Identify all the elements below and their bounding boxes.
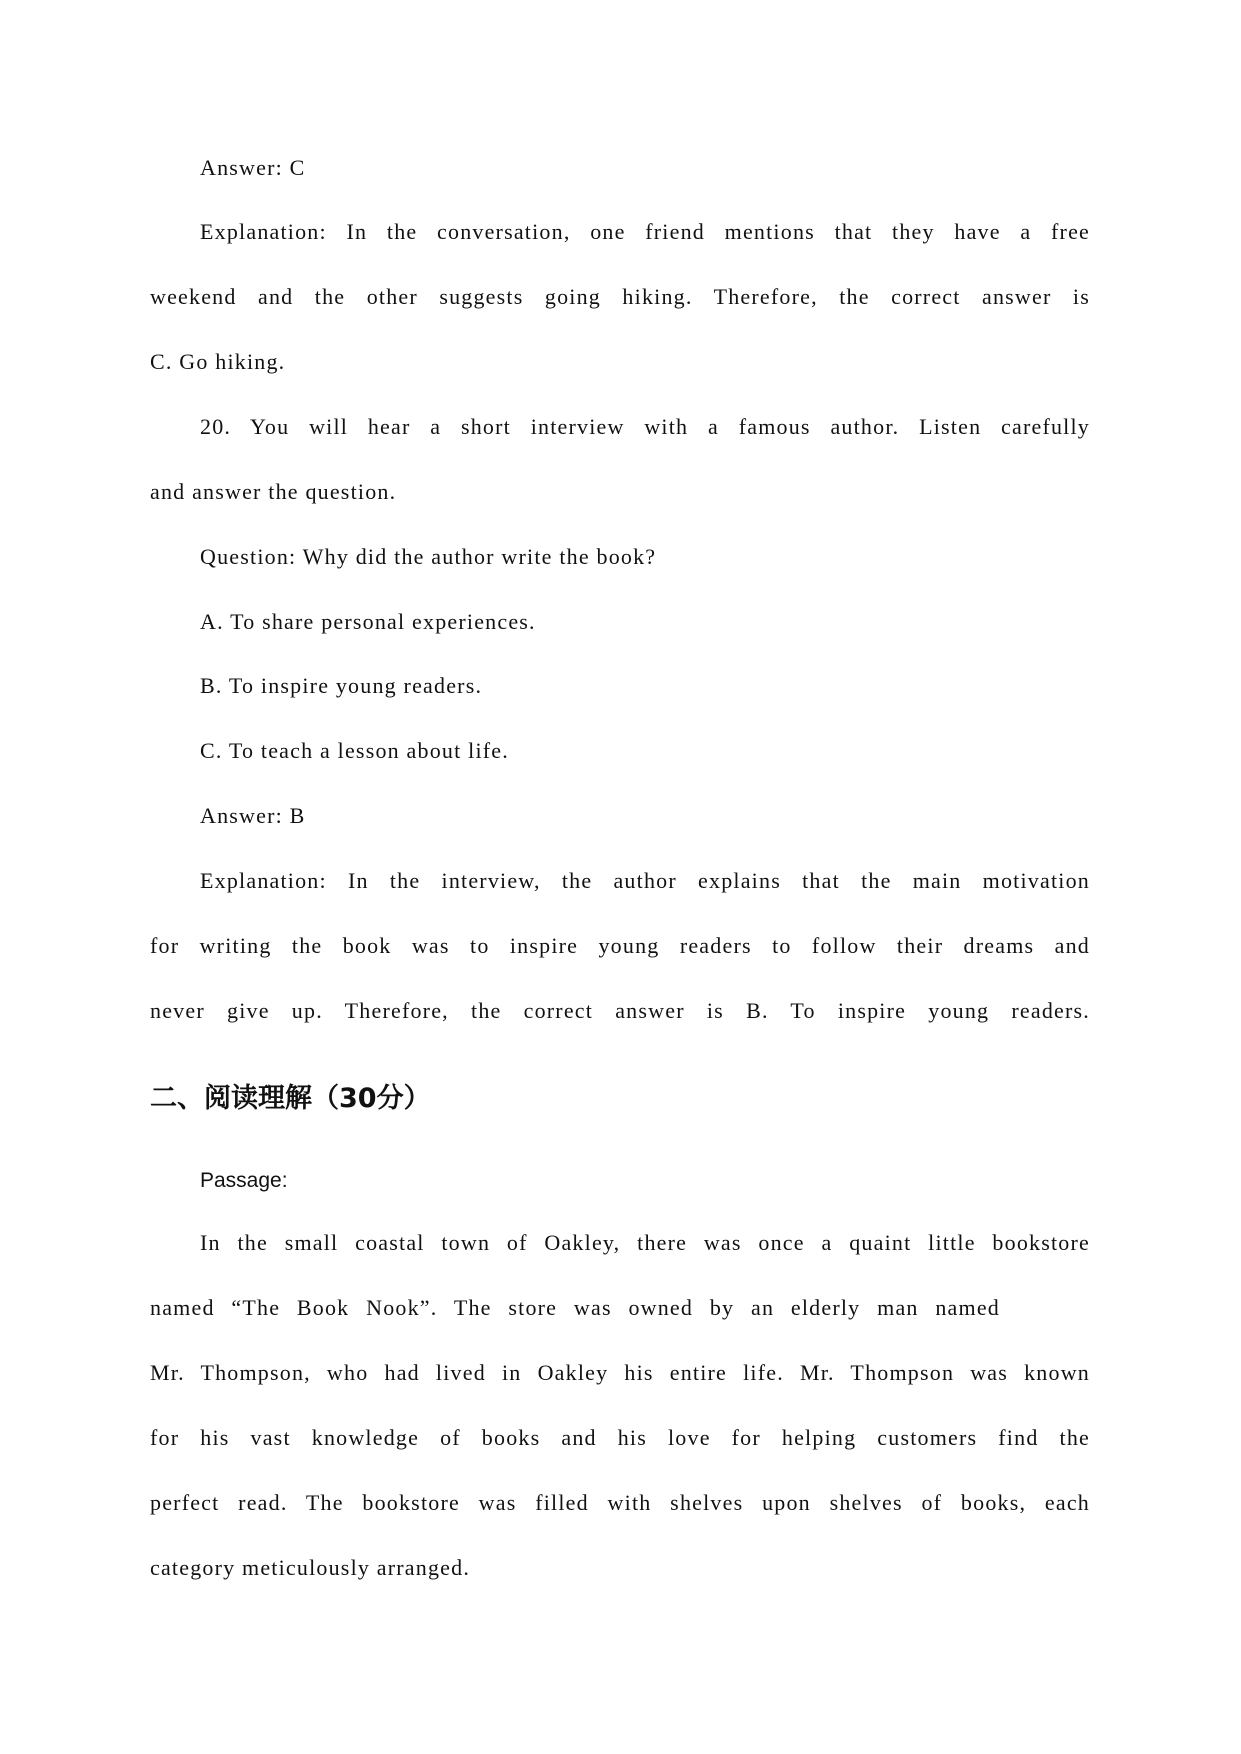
explanation-19-line: C. Go hiking. (150, 349, 286, 374)
option-b: B. To inspire young readers. (200, 673, 483, 698)
question-20-prompt: and answer the question. (150, 479, 397, 504)
passage-line: for his vast knowledge of books and his love for helping customers find the (150, 1425, 1090, 1450)
explanation-20-line: for writing the book was to inspire young readers to follow their dreams and (150, 933, 1090, 958)
passage-line: perfect read. The bookstore was filled with shelves upon shelves of books, each (150, 1490, 1090, 1515)
option-c: C. To teach a lesson about life. (200, 738, 509, 763)
explanation-20-line: never give up. Therefore, the correct answer is B. To inspire young readers. (150, 998, 1090, 1023)
option-a: A. To share personal experiences. (200, 609, 536, 634)
passage-line: Mr. Thompson, who had lived in Oakley his entire life. Mr. Thompson was known (150, 1360, 1090, 1385)
passage-line: category meticulously arranged. (150, 1555, 471, 1580)
passage-line: named “The Book Nook”. The store was owned by an elderly man named (150, 1295, 1000, 1320)
answer-19: Answer: C (200, 155, 306, 180)
explanation-20-line: Explanation: In the interview, the author explains that the main motivation (200, 868, 1090, 893)
section-heading: 二、阅读理解（30分） (150, 1083, 431, 1114)
question-20-text: Question: Why did the author write the book? (200, 544, 657, 569)
answer-20: Answer: B (200, 803, 306, 828)
passage-label: Passage: (200, 1169, 288, 1192)
passage-line: In the small coastal town of Oakley, there was once a quaint little bookstore (200, 1230, 1090, 1255)
explanation-19-line: Explanation: In the conversation, one friend mentions that they have a free (200, 219, 1090, 244)
question-20-prompt: 20. You will hear a short interview with a famous author. Listen carefully (200, 414, 1090, 439)
explanation-19-line: weekend and the other suggests going hiking. Therefore, the correct answer is (150, 284, 1090, 309)
